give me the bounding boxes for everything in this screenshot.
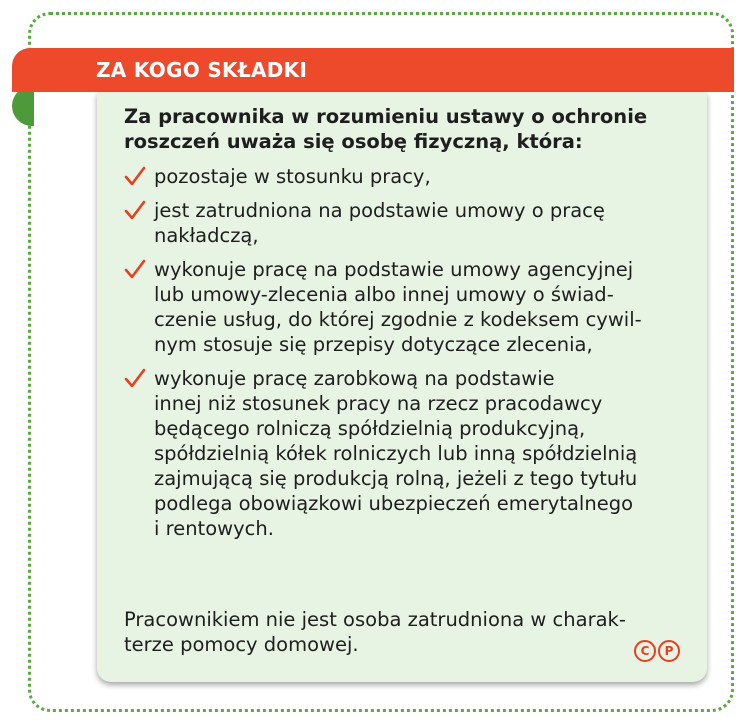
header-title: ZA KOGO SKŁADKI bbox=[96, 58, 308, 82]
criteria-list bbox=[124, 164, 694, 541]
list-item-line: nakładczą, bbox=[154, 224, 259, 247]
list-item bbox=[124, 257, 694, 357]
content-area bbox=[124, 104, 694, 550]
intro-line: Za pracownika w rozumieniu ustawy o ochronie bbox=[124, 105, 648, 128]
list-item-line: i rentowych. bbox=[154, 517, 274, 540]
footer-line: Pracownikiem nie jest osoba zatrudniona w charak- bbox=[124, 608, 626, 631]
checkmark-icon bbox=[124, 199, 146, 221]
copyright-p-icon: P bbox=[658, 640, 680, 662]
list-item bbox=[124, 198, 694, 248]
list-item bbox=[124, 366, 694, 541]
list-item-line: wykonuje pracę na podstawie umowy agencyjnej bbox=[154, 258, 634, 281]
list-item-line: zajmującą się produkcją rolną, jeżeli z tego tytułu bbox=[154, 467, 638, 490]
checkmark-icon bbox=[124, 258, 146, 280]
copyright-badge bbox=[634, 640, 680, 662]
list-item-line: podlega obowiązkowi ubezpieczeń emerytalnego bbox=[154, 492, 634, 515]
list-item-line: jest zatrudniona na podstawie umowy o pracę bbox=[154, 199, 605, 222]
list-item-line: lub umowy-zlecenia albo innej umowy o świad- bbox=[154, 283, 614, 306]
intro-line: roszczeń uważa się osobę fizyczną, która: bbox=[124, 130, 583, 153]
intro-text bbox=[124, 104, 694, 154]
list-item bbox=[124, 164, 694, 189]
list-item-line: spółdzielnią kółek rolniczych lub inną spółdzielnią bbox=[154, 442, 638, 465]
green-tab-accent bbox=[12, 86, 34, 126]
list-item-line: nym stosuje się przepisy dotyczące zlecenia, bbox=[154, 333, 593, 356]
footer-line: terze pomocy domowej. bbox=[124, 633, 359, 656]
list-item-line: będącego rolniczą spółdzielnią produkcyjną, bbox=[154, 417, 586, 440]
list-item-line: czenie usług, do której zgodnie z kodeksem cywil- bbox=[154, 308, 642, 331]
checkmark-icon bbox=[124, 367, 146, 389]
copyright-c-icon: C bbox=[634, 640, 656, 662]
list-item-line: pozostaje w stosunku pracy, bbox=[154, 165, 431, 188]
checkmark-icon bbox=[124, 165, 146, 187]
list-item-line: wykonuje pracę zarobkową na podstawie bbox=[154, 367, 555, 390]
footer-note bbox=[124, 607, 626, 657]
list-item-line: innej niż stosunek pracy na rzecz pracodawcy bbox=[154, 392, 603, 415]
